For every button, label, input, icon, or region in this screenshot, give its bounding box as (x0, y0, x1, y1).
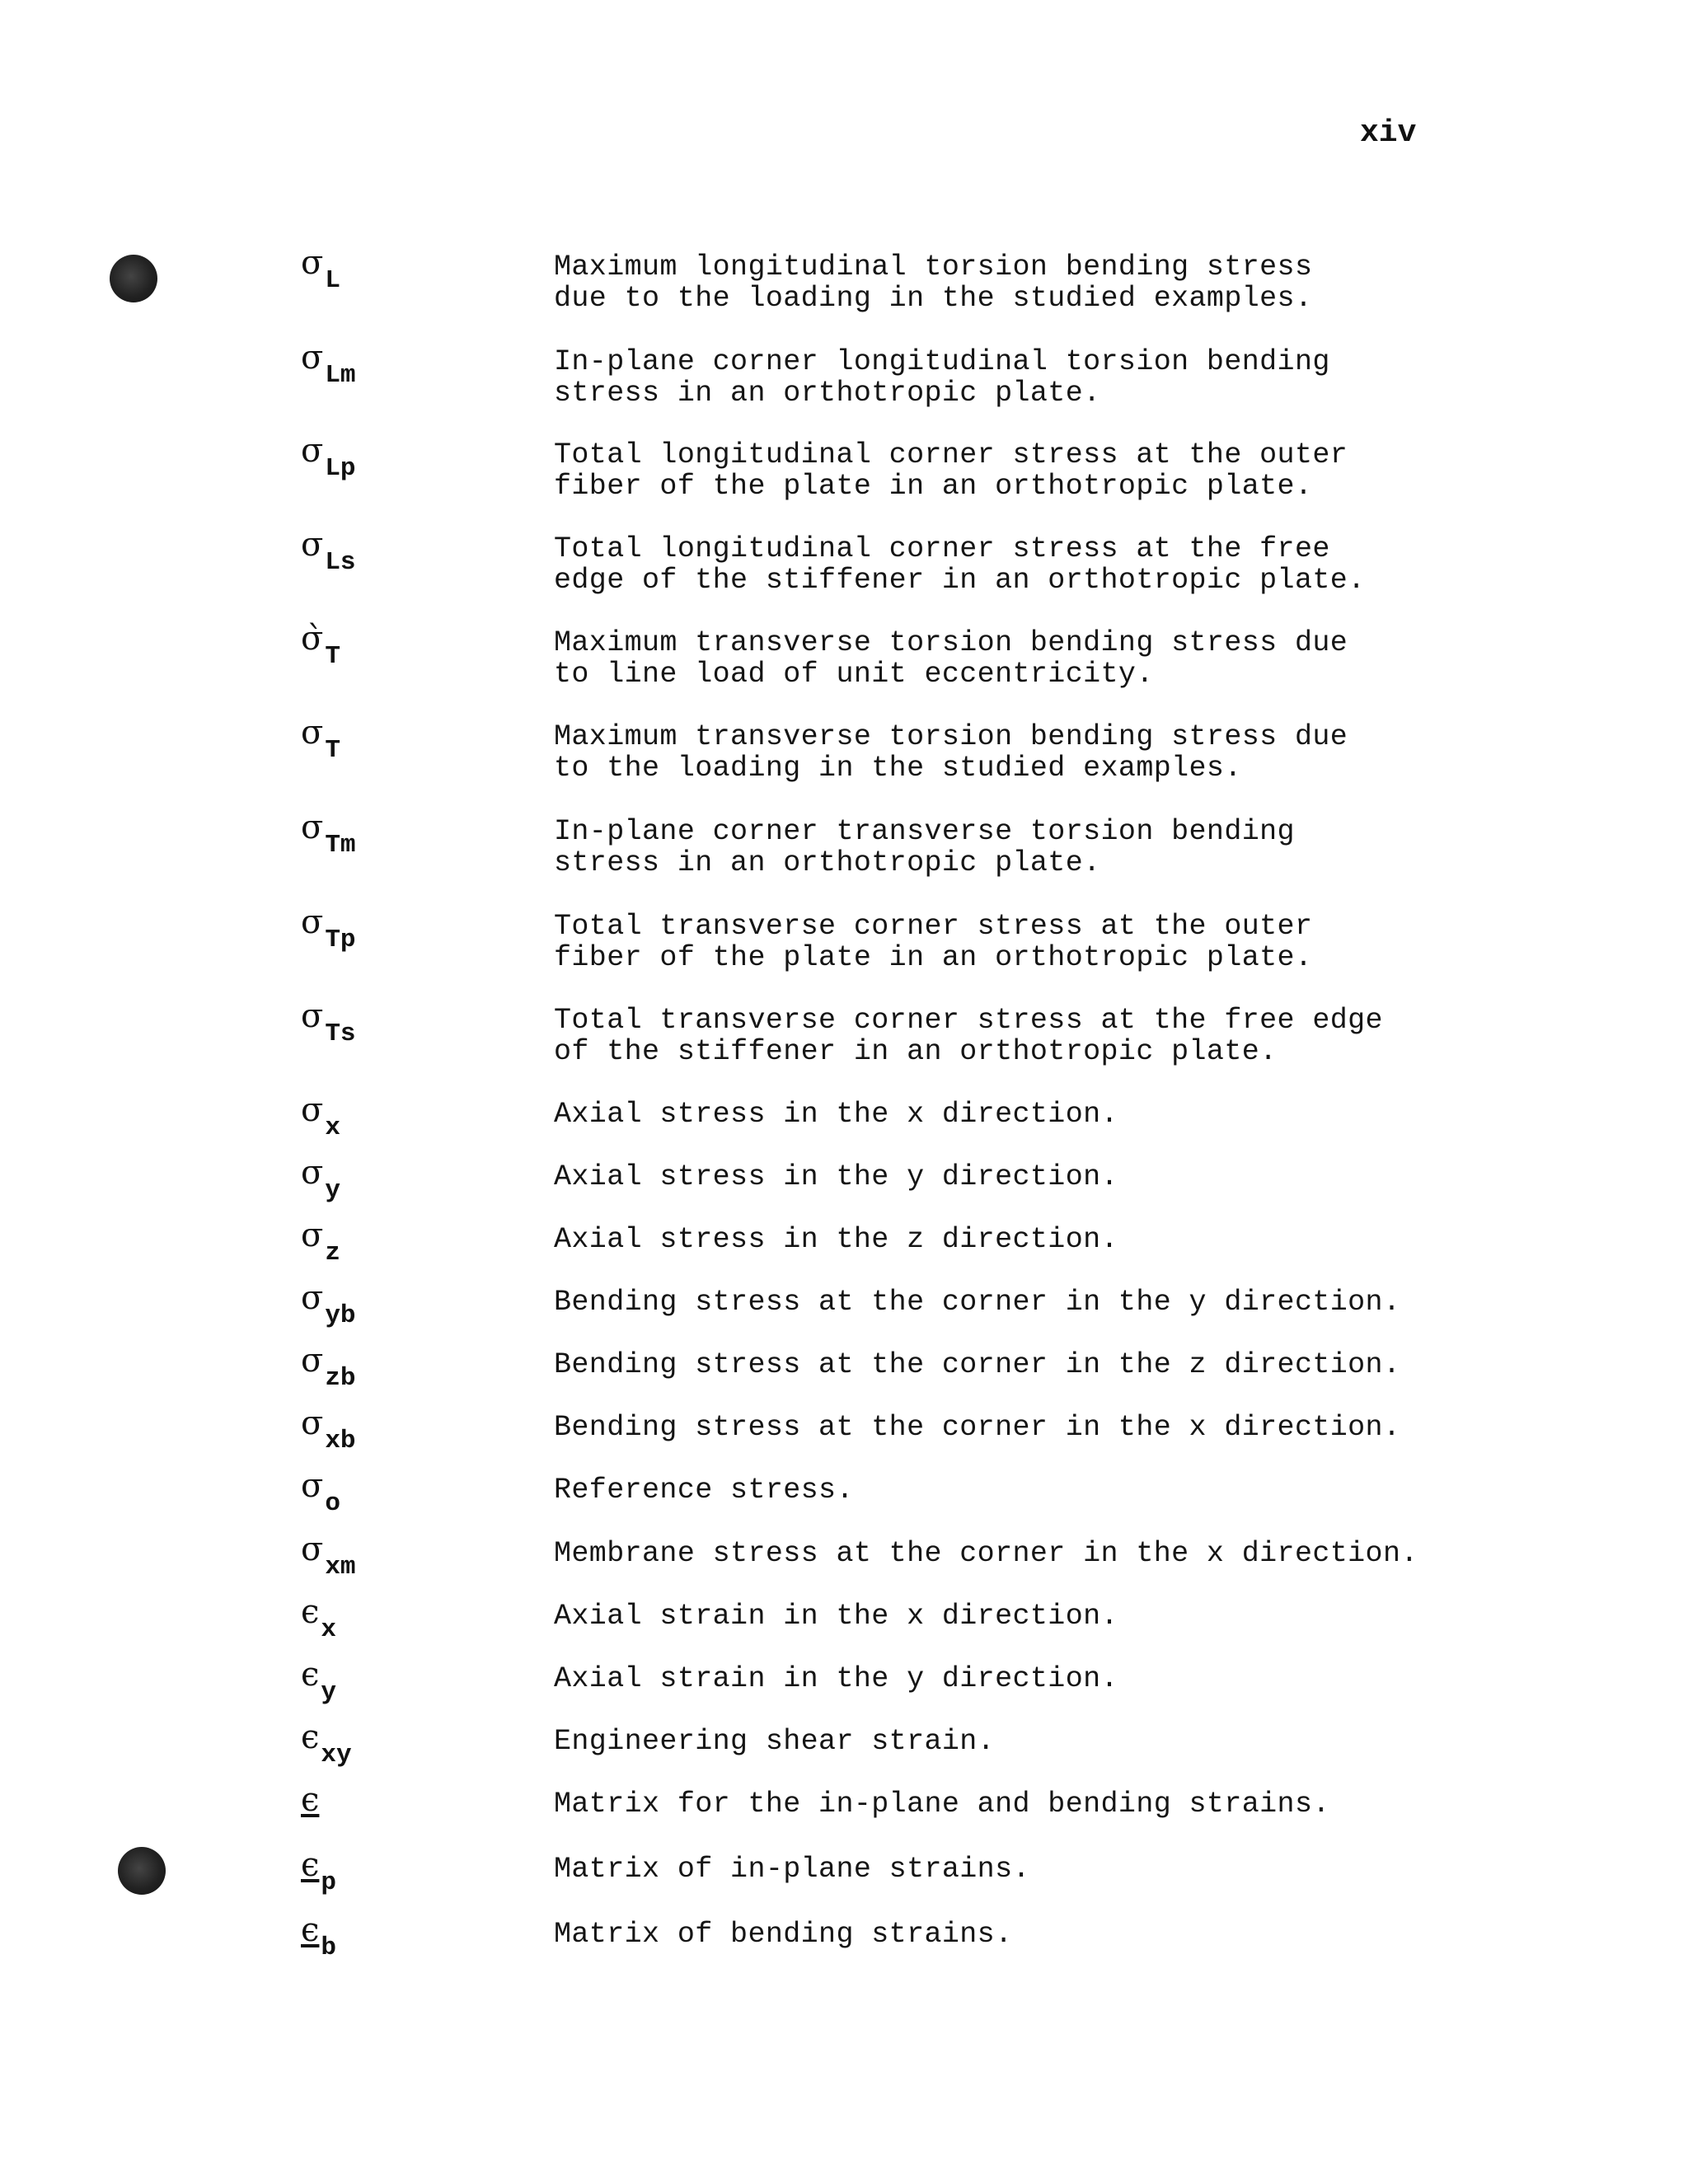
definition-line: to the loading in the studied examples. (554, 752, 1242, 785)
symbol (301, 903, 356, 954)
definition-line: Axial stress in the y direction. (554, 1160, 1118, 1193)
symbol-subscript: Tm (325, 831, 356, 860)
symbol (301, 1718, 352, 1769)
definition (554, 1161, 1118, 1193)
definition-line: Axial strain in the x direction. (554, 1600, 1118, 1633)
symbol (301, 339, 356, 390)
definition-line: Total transverse corner stress at the free edge (554, 1004, 1383, 1037)
symbol (301, 714, 340, 765)
definition (554, 1224, 1118, 1255)
definition (554, 1099, 1118, 1130)
definition (554, 1474, 854, 1506)
symbol (301, 997, 356, 1048)
symbol-subscript: T (325, 642, 340, 671)
definition (554, 1005, 1383, 1067)
definition (554, 346, 1330, 409)
symbol (301, 1593, 337, 1644)
symbol (301, 1216, 340, 1268)
definition-line: Axial strain in the y direction. (554, 1662, 1118, 1695)
symbol-base: σ (301, 1091, 324, 1129)
symbol-subscript: x (325, 1113, 340, 1142)
definition-line: Membrane stress at the corner in the x direction. (554, 1537, 1418, 1570)
symbol-base: ϵ (301, 1911, 320, 1949)
symbol-base: σ (301, 1154, 324, 1192)
definition-line: Bending stress at the corner in the x direction. (554, 1411, 1401, 1444)
definition (554, 1349, 1400, 1380)
symbol (301, 620, 340, 671)
definition (554, 1412, 1400, 1443)
page-number: xiv (1360, 115, 1417, 151)
symbol-base: σ (301, 339, 324, 377)
definition-line: fiber of the plate in an orthotropic plate. (554, 470, 1313, 503)
symbol (301, 1467, 340, 1518)
symbol-subscript: p (321, 1868, 337, 1897)
symbol-base: σ (301, 714, 324, 752)
symbol-subscript: Lm (325, 361, 356, 390)
symbol (301, 1911, 337, 1962)
definition-line: Matrix of in-plane strains. (554, 1853, 1030, 1886)
symbol (301, 1404, 356, 1455)
definition (554, 1854, 1030, 1885)
symbol-base: σ (301, 1530, 324, 1568)
symbol (301, 1091, 340, 1142)
symbol-subscript: L (325, 266, 340, 295)
symbol-base: σ (301, 808, 324, 846)
symbol (301, 1342, 356, 1393)
definition-line: Maximum longitudinal torsion bending stress (554, 251, 1313, 284)
definition-line: of the stiffener in an orthotropic plate. (554, 1035, 1278, 1068)
symbol-subscript: Ts (325, 1019, 356, 1048)
symbol-base: ϵ (301, 1593, 320, 1631)
symbol-subscript: zb (325, 1364, 356, 1393)
definition (554, 1538, 1418, 1569)
definition-line: Total longitudinal corner stress at the free (554, 532, 1330, 565)
definition-line: stress in an orthotropic plate. (554, 846, 1101, 879)
definition (554, 1788, 1330, 1820)
definition-line: stress in an orthotropic plate. (554, 377, 1101, 410)
symbol (301, 1530, 356, 1582)
symbol-base: σ̀ (301, 620, 324, 658)
symbol-subscript: o (325, 1489, 340, 1518)
symbol-subscript: y (325, 1176, 340, 1205)
symbol-subscript: x (321, 1615, 337, 1644)
definition-line: Bending stress at the corner in the z direction. (554, 1348, 1401, 1381)
definition (554, 721, 1348, 784)
symbol (301, 244, 340, 295)
definition (554, 816, 1295, 879)
symbol-subscript: xb (325, 1427, 356, 1455)
definition-line: to line load of unit eccentricity. (554, 658, 1154, 691)
symbol-subscript: Lp (325, 454, 356, 483)
symbol (301, 526, 356, 577)
definition-line: Reference stress. (554, 1474, 854, 1507)
symbol-subscript: Tp (325, 926, 356, 954)
symbol-subscript: Ls (325, 548, 356, 577)
definition-line: Bending stress at the corner in the y direction. (554, 1286, 1401, 1319)
definition-line: In-plane corner transverse torsion bending (554, 815, 1295, 848)
symbol-base: σ (301, 997, 324, 1035)
definition-line: fiber of the plate in an orthotropic plate. (554, 941, 1313, 974)
symbol (301, 1656, 337, 1707)
symbol-base: ϵ (301, 1846, 320, 1884)
symbol (301, 1154, 340, 1205)
symbol (301, 1783, 321, 1821)
symbol (301, 1279, 356, 1330)
definition-line: Axial stress in the x direction. (554, 1098, 1118, 1131)
definition-line: Axial stress in the z direction. (554, 1223, 1118, 1256)
symbol-base: σ (301, 432, 324, 470)
definition-line: Total transverse corner stress at the outer (554, 910, 1313, 943)
symbol (301, 808, 356, 860)
symbol-base: ϵ (301, 1718, 320, 1756)
symbol (301, 1846, 337, 1897)
symbol-subscript: T (325, 736, 340, 765)
symbol-base: ϵ (301, 1656, 320, 1694)
definition-line: Maximum transverse torsion bending stress due (554, 626, 1348, 659)
definition-line: In-plane corner longitudinal torsion bending (554, 345, 1330, 378)
punch-hole-bottom (118, 1847, 166, 1895)
symbol-base: σ (301, 1216, 324, 1254)
definition (554, 1286, 1400, 1318)
definition (554, 251, 1312, 314)
definition-line: Maximum transverse torsion bending stress due (554, 720, 1348, 753)
definition (554, 1601, 1118, 1632)
symbol-base: ϵ (301, 1781, 320, 1819)
symbol-base: σ (301, 1279, 324, 1317)
definition (554, 533, 1366, 596)
definition-line: edge of the stiffener in an orthotropic plate. (554, 564, 1366, 597)
symbol-base: σ (301, 903, 324, 941)
symbol-base: σ (301, 1342, 324, 1380)
symbol-subscript: xy (321, 1741, 352, 1769)
symbol-base: σ (301, 526, 324, 564)
symbol-subscript: b (321, 1933, 337, 1962)
definition-line: Engineering shear strain. (554, 1725, 996, 1758)
definition (554, 1919, 1013, 1950)
definition-line: Matrix for the in-plane and bending strains. (554, 1788, 1330, 1821)
punch-hole-top (110, 255, 157, 302)
symbol-base: σ (301, 1467, 324, 1505)
definition (554, 439, 1348, 502)
definition (554, 1726, 995, 1757)
definition-line: due to the loading in the studied examples. (554, 282, 1313, 315)
symbol-subscript: yb (325, 1301, 356, 1330)
symbol-subscript: y (321, 1678, 337, 1707)
symbol-base: σ (301, 1404, 324, 1442)
definition (554, 627, 1348, 690)
symbol-subscript: z (325, 1239, 340, 1268)
definition-line: Total longitudinal corner stress at the outer (554, 438, 1348, 471)
definition-line: Matrix of bending strains. (554, 1918, 1013, 1951)
symbol (301, 432, 356, 483)
definition (554, 911, 1312, 973)
symbol-base: σ (301, 244, 324, 282)
definition (554, 1663, 1118, 1694)
symbol-subscript: xm (325, 1553, 356, 1582)
